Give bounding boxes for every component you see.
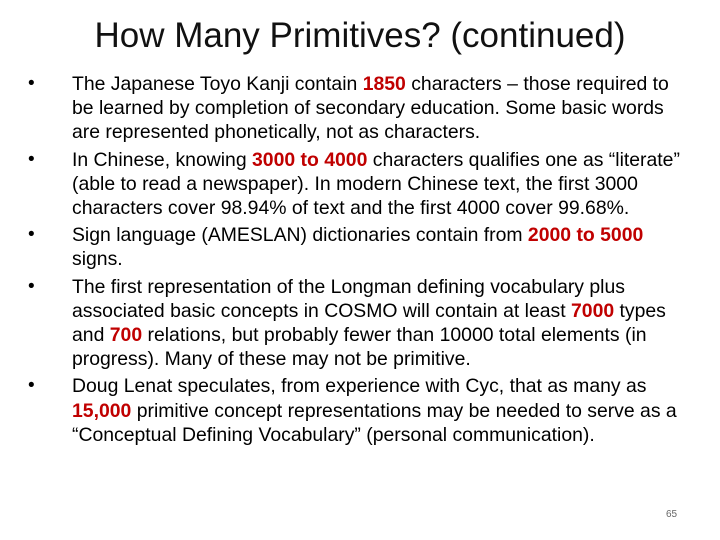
bullet-item-chinese bbox=[26, 148, 688, 221]
page-number: 65 bbox=[666, 509, 678, 520]
bullet-text: relations, but probably fewer than 10000 total elements (in progress). Many of these may not be primitive. bbox=[72, 324, 647, 371]
bullet-text: primitive concept representations may be needed to serve as a “Conceptual Defining Vocabulary” (personal communication). bbox=[72, 399, 677, 446]
highlighted-number: 7000 bbox=[571, 299, 615, 322]
bullet-text: In Chinese, knowing bbox=[72, 148, 253, 171]
highlighted-number: 2000 to 5000 bbox=[527, 224, 644, 247]
bullet-item-sign-language bbox=[26, 223, 688, 271]
bullet-item-longman bbox=[26, 275, 688, 372]
bullet-item-doug-lenat bbox=[26, 374, 688, 447]
highlighted-number: 700 bbox=[109, 324, 143, 347]
bullet-text: characters qualifies one as “literate” (able to read a newspaper). In modern Chinese text, the first 3000 characters cover 98.94% of text and the first 4000 cover 99.68%. bbox=[72, 148, 680, 220]
bullet-dot-icon: • bbox=[28, 275, 35, 297]
bullet-dot-icon: • bbox=[28, 224, 35, 246]
bullet-text: types and bbox=[72, 299, 666, 347]
bullet-dot-icon: • bbox=[28, 375, 35, 397]
bullet-item-toyo-kanji bbox=[26, 72, 688, 145]
bullet-text: Sign language (AMESLAN) dictionaries contain from bbox=[72, 224, 528, 247]
bullet-text: signs. bbox=[72, 248, 123, 271]
bullet-dot-icon: • bbox=[28, 148, 35, 170]
bullet-list bbox=[26, 72, 688, 450]
bullet-text: characters – those required to be learned by completion of secondary education. Some basic words are represented phonetically, not as characters. bbox=[72, 73, 669, 144]
bullet-text: Doug Lenat speculates, from experience with Cyc, that as many as bbox=[72, 375, 647, 398]
slide-title: How Many Primitives? (continued) bbox=[94, 16, 626, 55]
highlighted-number: 15,000 bbox=[72, 399, 132, 422]
highlighted-number: 1850 bbox=[362, 73, 406, 95]
bullet-dot-icon: • bbox=[28, 73, 35, 94]
highlighted-number: 3000 to 4000 bbox=[252, 148, 368, 171]
bullet-text: The Japanese Toyo Kanji contain bbox=[72, 73, 363, 95]
bullet-text: The first representation of the Longman defining vocabulary plus associated basic concepts in COSMO will contain at least bbox=[72, 275, 625, 322]
